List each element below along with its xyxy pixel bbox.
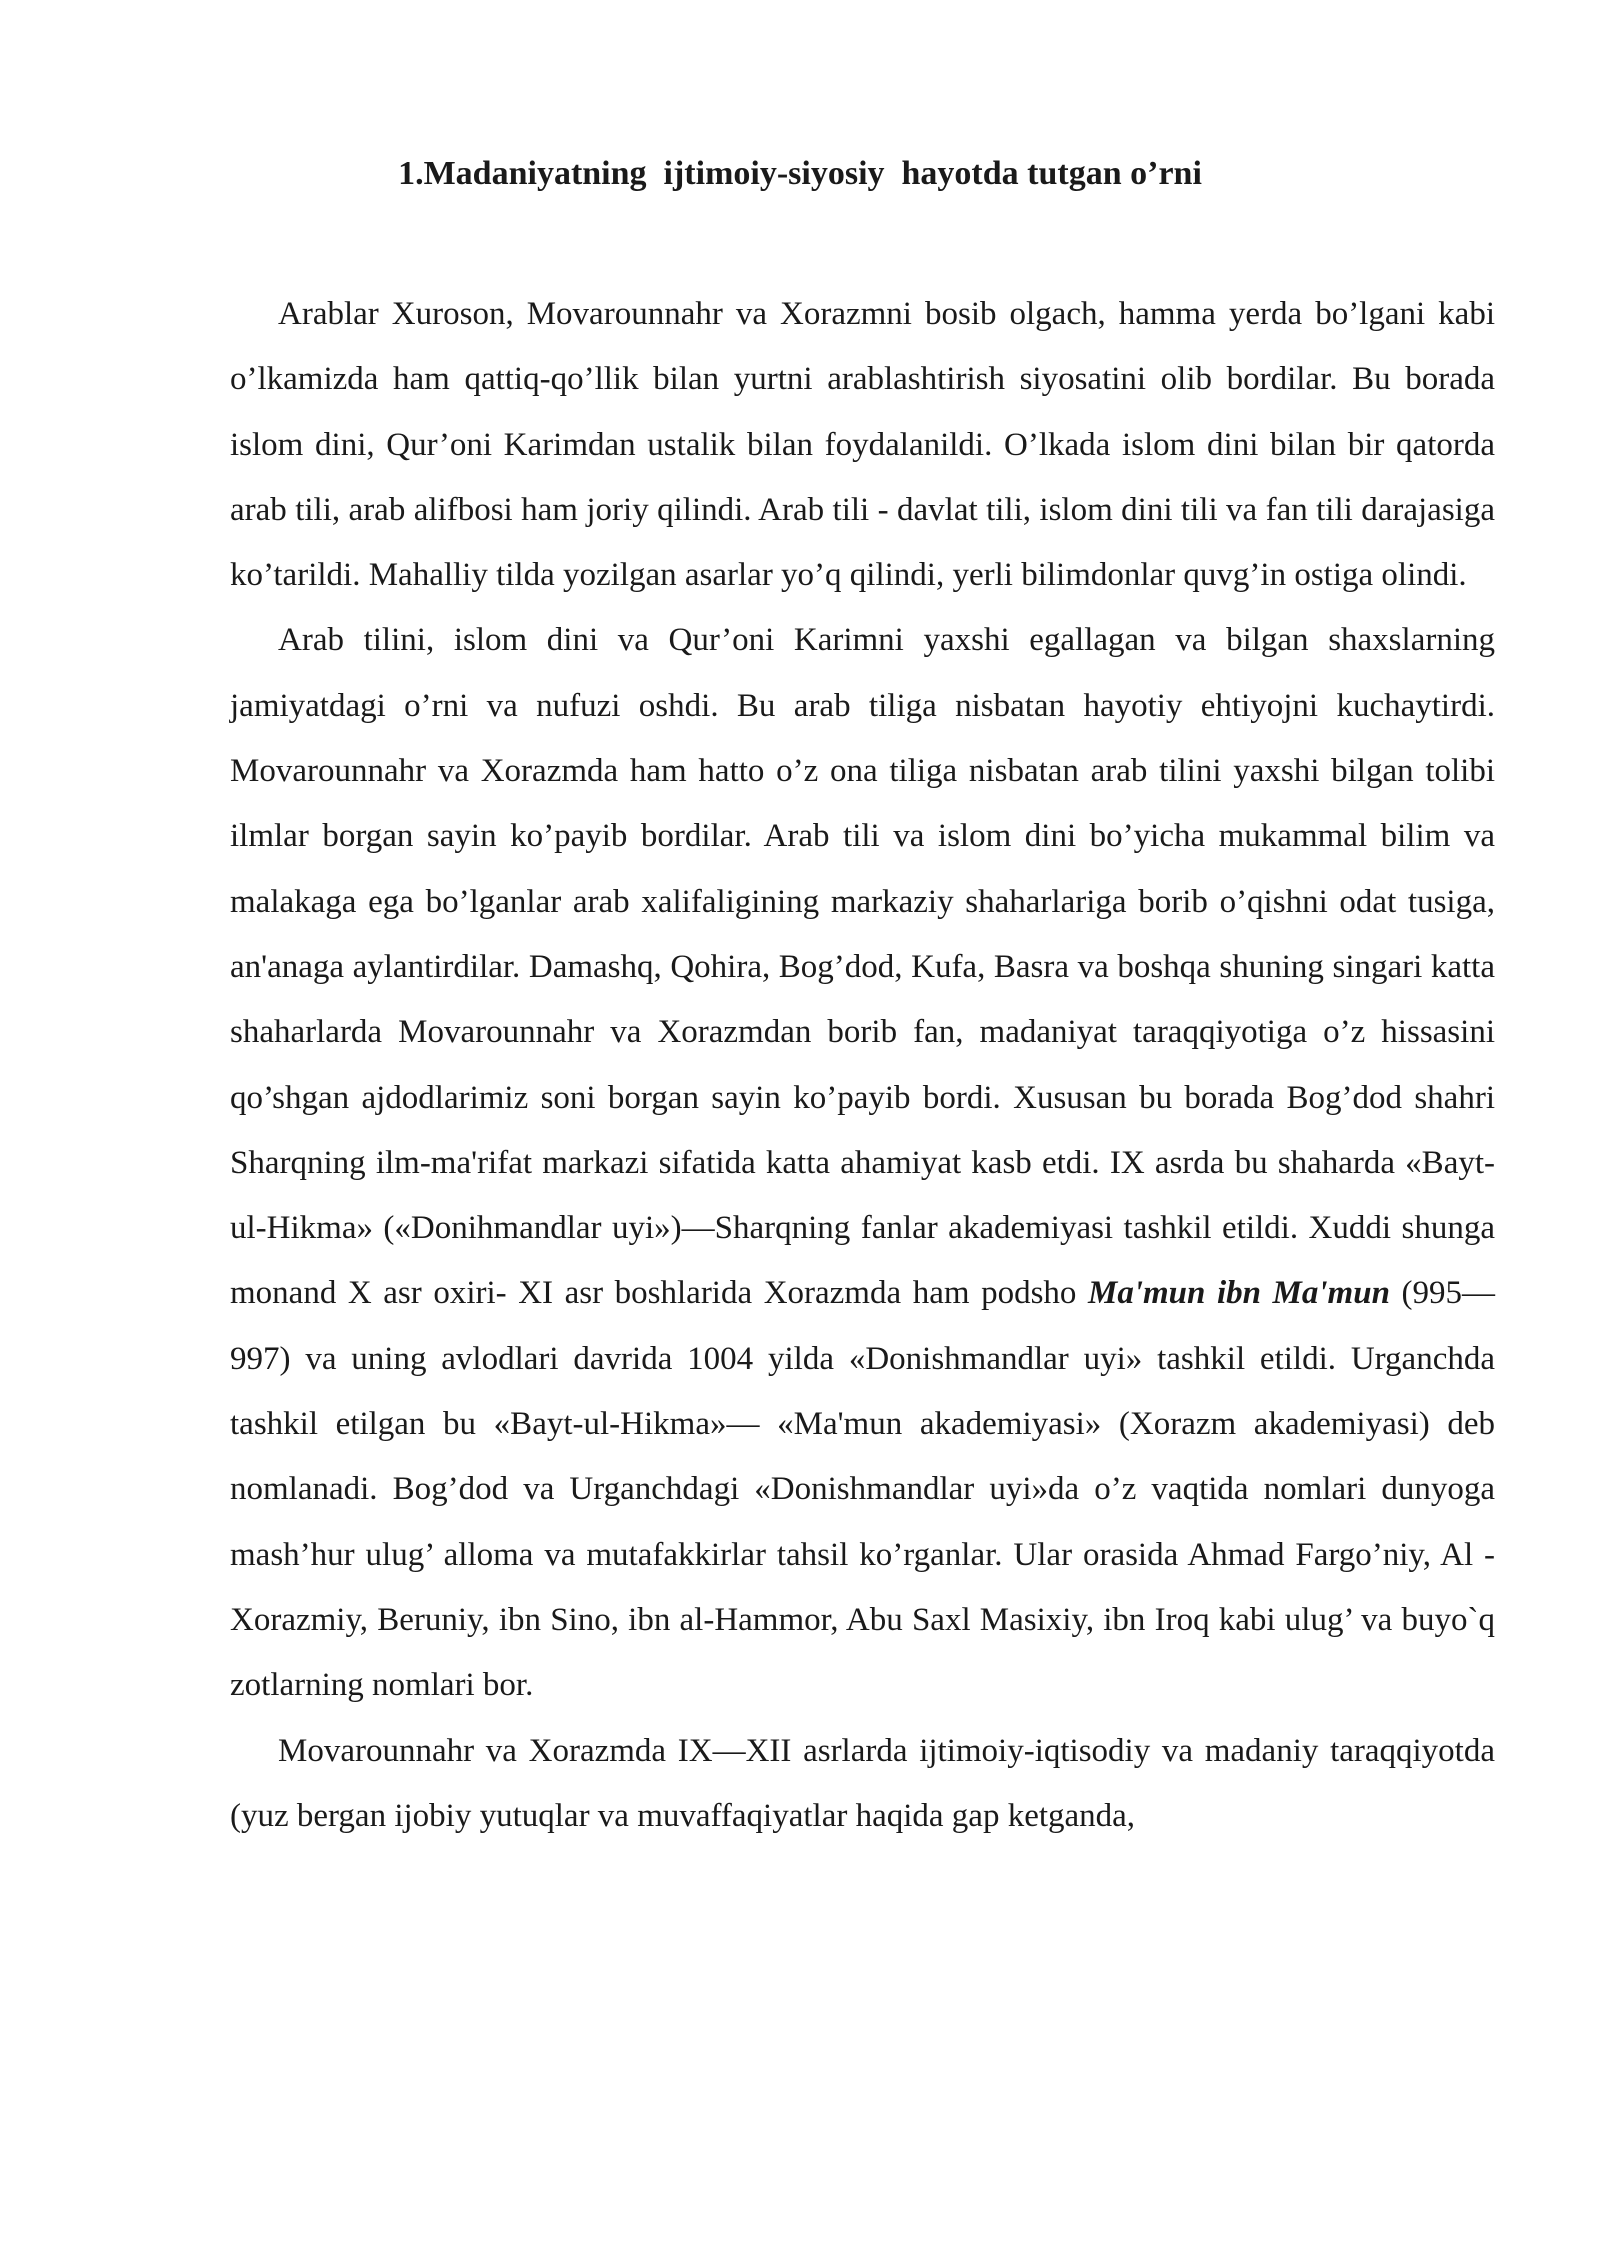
page-title: 1.Madaniyatning ijtimoiy-siyosiy hayotda tutgan o’rni bbox=[398, 155, 1202, 192]
ruler-name: Ma'mun ibn Ma'mun bbox=[1088, 1275, 1390, 1312]
paragraph-1 bbox=[230, 282, 1495, 608]
paragraph-1-text: Arablar Xuroson, Movarounnahr va Xorazmni bosib olgach, hamma yerda bo’lgani kabi o’lkamizda ham qattiq-qo’llik bilan yurtni arablashtirish siyosatini olib bordilar. Bu borada islom dini, Qur’oni Karimdan ustalik bilan foydalanildi. O’lkada islom dini bilan bir qatorda arab tili, arab alifbosi ham joriy qilindi. Arab tili - davlat tili, islom dini tili va fan tili darajasiga ko’tarildi. Mahalliy tilda yozilgan asarlar yo’q qilindi, yerli bilimdonlar quvg’in ostiga olindi. bbox=[230, 296, 1495, 594]
paragraph-2 bbox=[230, 608, 1495, 1718]
paragraph-2-text-continued: (995—997) va uning avlodlari davrida 1004 yilda «Donishmandlar uyi» tashkil etildi. Urganchda tashkil etilgan bu «Bayt-ul-Hikma»— «Ma'mun akademiyasi» (Xorazm akademiyasi) deb nomlanadi. Bog’dod va Urganchdagi «Donishmandlar uyi»da o’z vaqtida nomlari dunyoga mash’hur ulug’ alloma va mutafakkirlar tahsil ko’rganlar. Ular orasida Ahmad Fargo’niy, Al - Xorazmiy, Beruniy, ibn Sino, ibn al-Hammor, Abu Saxl Masixiy, ibn Iroq kabi ulug’ va buyo`q zotlarning nomlari bor. bbox=[230, 1275, 1496, 1704]
document-body bbox=[230, 282, 1495, 1849]
paragraph-3 bbox=[230, 1719, 1495, 1850]
paragraph-3-text: Movarounnahr va Xorazmda IX—XII asrlarda ijtimoiy-iqtisodiy va madaniy taraqqiyotda (yuz bergan ijobiy yutuqlar va muvaffaqiyatlar haqida gap ketganda, bbox=[230, 1732, 1495, 1834]
paragraph-2-text: Arab tilini, islom dini va Qur’oni Karimni yaxshi egallagan va bilgan shaxslarning jamiyatdagi o’rni va nufuzi oshdi. Bu arab tiliga nisbatan hayotiy ehtiyojni kuchaytirdi. Movarounnahr va Xorazmda ham hatto o’z ona tiliga nisbatan arab tilini yaxshi bilgan tolibi ilmlar borgan sayin ko’payib bordilar. Arab tili va islom dini bo’yicha mukammal bilim va malakaga ega bo’lganlar arab xalifaligining markaziy shaharlariga borib o’qishni odat tusiga, an'anaga aylantirdilar. Damashq, Qohira, Bog’dod, Kufa, Basra va boshqa shuning singari katta shaharlarda Movarounnahr va Xorazmdan borib fan, madaniyat taraqqiyotiga o’z hissasini qo’shgan ajdodlarimiz soni borgan sayin ko’payib bordi. Xususan bu borada Bog’dod shahri Sharqning ilm-ma'rifat markazi sifatida katta ahamiyat kasb etdi. IX asrda bu shaharda «Bayt-ul-Hikma» («Donihmandlar uyi»)—Sharqning fanlar akademiyasi tashkil etildi. Xuddi shunga monand X asr oxiri- XI asr boshlarida Xorazmda ham podsho bbox=[230, 622, 1495, 1312]
